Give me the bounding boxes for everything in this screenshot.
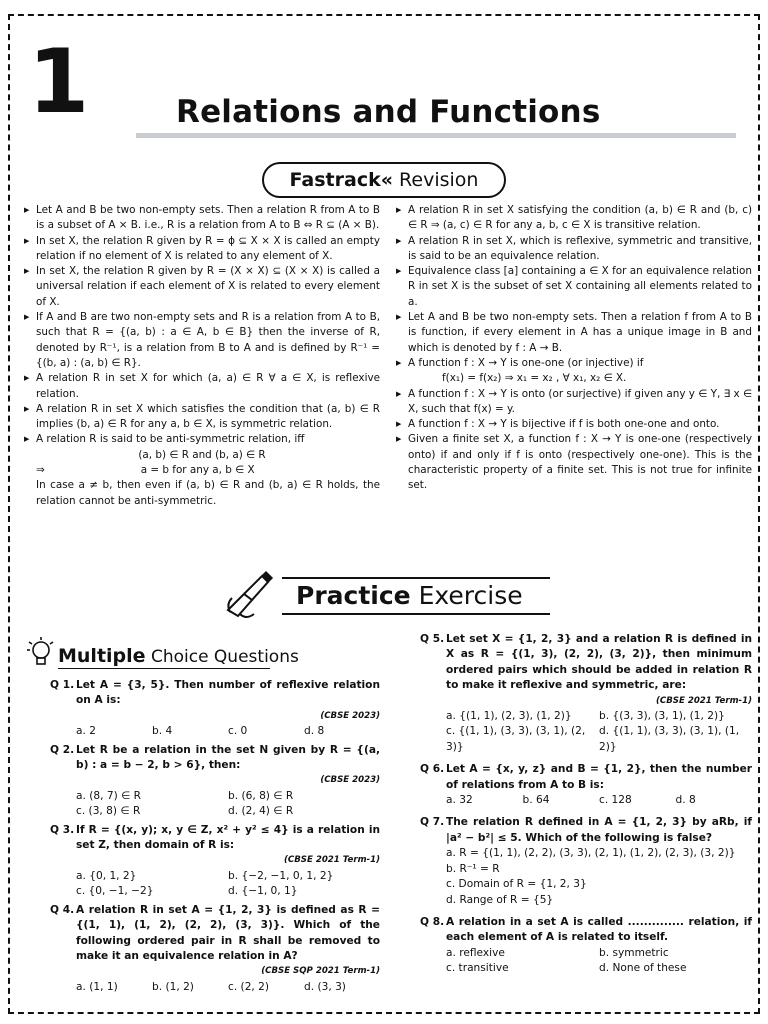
- antisym-condition: (a, b) ∈ R and (b, a) ∈ R: [138, 448, 266, 461]
- option[interactable]: c. (2, 2): [228, 980, 270, 993]
- chapter-title: Relations and Functions: [176, 94, 601, 130]
- question-text: Q 6. Let A = {x, y, z} and B = {1, 2}, then the number of relations from A to B is:: [420, 763, 752, 791]
- lightbulb-icon: [26, 636, 56, 670]
- option[interactable]: b. (1, 2): [152, 980, 194, 993]
- revision-point: ▶ Equivalence class [a] containing a ∈ X for an equivalence relation R in set X is the subset of set X containing all elements related to a.: [396, 264, 752, 310]
- options-grid: [420, 946, 752, 977]
- revision-point: ▶ A function f : X → Y is onto (or surjective) if given any y ∈ Y, ∃ x ∈ X, such that f(x) = y.: [396, 387, 752, 418]
- revision-point: ▶ If A and B are two non-empty sets and R is a relation from A to B, such that R = {(a, b) : a ∈ A, b ∈ B} then the inverse of R, denoted by R⁻¹, is a relation from B to A and is defined by R⁻¹ = {(b, a) : (a, b) ∈ R}.: [24, 310, 380, 371]
- injective-formula: f(x₁) = f(x₂) ⇒ x₁ = x₂ , ∀ x₁, x₂ ∈ X.: [442, 372, 627, 385]
- questions-left: [50, 678, 380, 998]
- question-number: Q 8.: [420, 915, 445, 928]
- option[interactable]: c. Domain of R = {1, 2, 3}: [446, 878, 587, 891]
- options-list: [420, 846, 752, 908]
- option[interactable]: d. 8: [304, 725, 325, 738]
- option[interactable]: b. {(3, 3), (3, 1), (1, 2)}: [599, 710, 725, 723]
- question-text: Q 1. Let A = {3, 5}. Then number of reflexive relation on A is:: [50, 679, 380, 707]
- option[interactable]: a. R = {(1, 1), (2, 2), (3, 3), (2, 1), (1, 2), (2, 3), (3, 2)}: [446, 847, 736, 860]
- question-source: (CBSE 2023): [320, 710, 380, 721]
- mcq-multiple-label: Multiple: [58, 645, 146, 667]
- option[interactable]: d. {(1, 1), (3, 3), (3, 1), (1, 2)}: [599, 725, 740, 753]
- option[interactable]: d. (3, 3): [304, 980, 346, 993]
- revision-point: ▶ In set X, the relation R given by R = (X × X) ⊆ (X × X) is called a universal relation if each element of X is related to every element of X.: [24, 264, 380, 310]
- option[interactable]: d. None of these: [599, 962, 687, 975]
- revision-point: ▶ A relation R in set X satisfying the condition (a, b) ∈ R and (b, c) ∈ R ⇒ (a, c) ∈ R for any a, b, c ∈ X is transitive relation.: [396, 203, 752, 234]
- revision-point: ▶ A function f : X → Y is one-one (or injective) if: [396, 356, 752, 371]
- mcq-rest-label: Choice Questions: [145, 647, 299, 667]
- antisym-note: In case a ≠ b, then even if (a, b) ∈ R and (b, a) ∈ R holds, the relation cannot be anti-symmetric.: [36, 479, 380, 507]
- hand-pencil-icon: [222, 570, 276, 622]
- option[interactable]: a. reflexive: [446, 946, 505, 959]
- question-number: Q 4.: [50, 903, 75, 916]
- practice-label: Practice: [296, 581, 411, 610]
- option[interactable]: c. {0, −1, −2}: [76, 885, 154, 898]
- revision-column-right: [396, 203, 752, 494]
- option[interactable]: c. 128: [599, 794, 632, 807]
- options-grid: [50, 869, 380, 900]
- option[interactable]: d. 8: [675, 794, 696, 807]
- revision-point: ▶ Let A and B be two non-empty sets. Then a relation R from A to B is a subset of A × B. i.e., R is a relation from A to B ⇔ R ⊆ (A × B).: [24, 203, 380, 234]
- antisym-result: a = b for any a, b ∈ X: [140, 464, 255, 477]
- question-text: Q 8. A relation in a set A is called .............. relation, if each element of A is related to itself.: [420, 915, 752, 944]
- options-row: [50, 980, 380, 995]
- option[interactable]: c. {(1, 1), (3, 3), (3, 1), (2, 3)}: [446, 725, 586, 753]
- option[interactable]: d. {−1, 0, 1}: [228, 885, 298, 898]
- option[interactable]: a. 32: [446, 794, 473, 807]
- questions-right: [420, 632, 752, 980]
- revision-point: ▶ A relation R in set X which satisfies the condition that (a, b) ∈ R implies (b, a) ∈ R for any a, b ∈ X, is symmetric relation.: [24, 402, 380, 433]
- practice-exercise-heading: [296, 581, 523, 610]
- practice-rule-bottom: [282, 613, 550, 615]
- question-source: (CBSE 2023): [320, 775, 380, 786]
- question-number: Q 6.: [420, 763, 445, 776]
- question-number: Q 2.: [50, 743, 75, 756]
- question-text: Q 5. Let set X = {1, 2, 3} and a relation R is defined in X as R = {(1, 3), (2, 2), (3, 2)}, then minimum ordered pairs which should be added in relation R to make it reflexive and symmetric, are:: [420, 633, 752, 692]
- revision-point: ▶ In set X, the relation R given by R = ϕ ⊆ X × X is called an empty relation if no element of X is related to any element of X.: [24, 234, 380, 265]
- implies-arrow: ⇒: [36, 464, 45, 477]
- option[interactable]: b. {−2, −1, 0, 1, 2}: [228, 869, 334, 882]
- options-row: [420, 793, 752, 808]
- exercise-label: Exercise: [410, 581, 523, 610]
- revision-label: Revision: [393, 169, 479, 191]
- option[interactable]: b. (6, 8) ∈ R: [228, 789, 294, 802]
- option[interactable]: d. Range of R = {5}: [446, 893, 554, 906]
- revision-point: ▶ A relation R in set X, which is reflexive, symmetric and transitive, is said to be an equivalence relation.: [396, 234, 752, 265]
- fastrack-revision-badge: [262, 162, 506, 198]
- option[interactable]: a. 2: [76, 725, 96, 738]
- question-source: (CBSE SQP 2021 Term-1): [261, 966, 380, 977]
- option[interactable]: b. 64: [522, 794, 550, 807]
- option[interactable]: a. {(1, 1), (2, 3), (1, 2)}: [446, 710, 572, 723]
- option[interactable]: b. symmetric: [599, 946, 669, 959]
- practice-rule-top: [282, 577, 550, 579]
- revision-point: ▶ Given a finite set X, a function f : X → Y is one-one (respectively onto) if and only if f is onto (respectively one-one). This is the characteristic property of a finite set. This is not true for infinite set.: [396, 432, 752, 493]
- question-number: Q 7.: [420, 816, 445, 829]
- option[interactable]: d. (2, 4) ∈ R: [228, 805, 294, 818]
- revision-point: ▶ Let A and B be two non-empty sets. Then a relation f from A to B is function, if every element in A has a unique image in B and which is denoted by f : A → B.: [396, 310, 752, 356]
- option[interactable]: b. R⁻¹ = R: [446, 862, 500, 875]
- option[interactable]: c. 0: [228, 725, 248, 738]
- question-text: Q 4. A relation R in set A = {1, 2, 3} is defined as R = {(1, 1), (1, 2), (2, 2), (3, 3)}. Which of the following ordered pair in R shall be removed to make it an equivalence relation in A?: [50, 903, 380, 962]
- mcq-heading: [58, 645, 299, 667]
- mcq-underline: [58, 668, 270, 669]
- fastrack-label: Fastrack: [289, 169, 381, 191]
- antisym-implication: [24, 463, 380, 478]
- question-number: Q 3.: [50, 823, 75, 836]
- option[interactable]: a. {0, 1, 2}: [76, 869, 137, 882]
- question-text: Q 7. The relation R defined in A = {1, 2, 3} by aRb, if |a² − b²| ≤ 5. Which of the following is false?: [420, 816, 752, 844]
- question-source: (CBSE 2021 Term-1): [284, 855, 380, 866]
- fastrack-mark: «: [380, 169, 393, 191]
- question-text: Q 2. Let R be a relation in the set N given by R = {(a, b) : a = b − 2, b > 6}, then:: [50, 743, 380, 772]
- option[interactable]: b. 4: [152, 725, 173, 738]
- revision-point: ▶ A relation R in set X for which (a, a) ∈ R ∀ a ∈ X, is reflexive relation.: [24, 371, 380, 402]
- options-grid: [420, 709, 752, 755]
- option[interactable]: c. transitive: [446, 962, 509, 975]
- question-number: Q 1.: [50, 679, 75, 691]
- title-underline: [136, 133, 736, 138]
- option[interactable]: c. (3, 8) ∈ R: [76, 805, 141, 818]
- question-text: Q 3. If R = {(x, y); x, y ∈ Z, x² + y² ≤ 4} is a relation in set Z, then domain of R is:: [50, 823, 380, 852]
- options-grid: [50, 789, 380, 820]
- revision-point: ▶ A function f : X → Y is bijective if f is both one-one and onto.: [396, 417, 752, 432]
- revision-point: ▶ A relation R is said to be anti-symmetric relation, iff: [24, 432, 380, 447]
- revision-column-left: [24, 203, 380, 509]
- option[interactable]: a. (1, 1): [76, 980, 118, 993]
- question-source: (CBSE 2021 Term-1): [656, 695, 752, 706]
- chapter-number: 1: [28, 30, 90, 133]
- option[interactable]: a. (8, 7) ∈ R: [76, 789, 142, 802]
- options-row: [50, 724, 380, 739]
- question-number: Q 5.: [420, 633, 445, 645]
